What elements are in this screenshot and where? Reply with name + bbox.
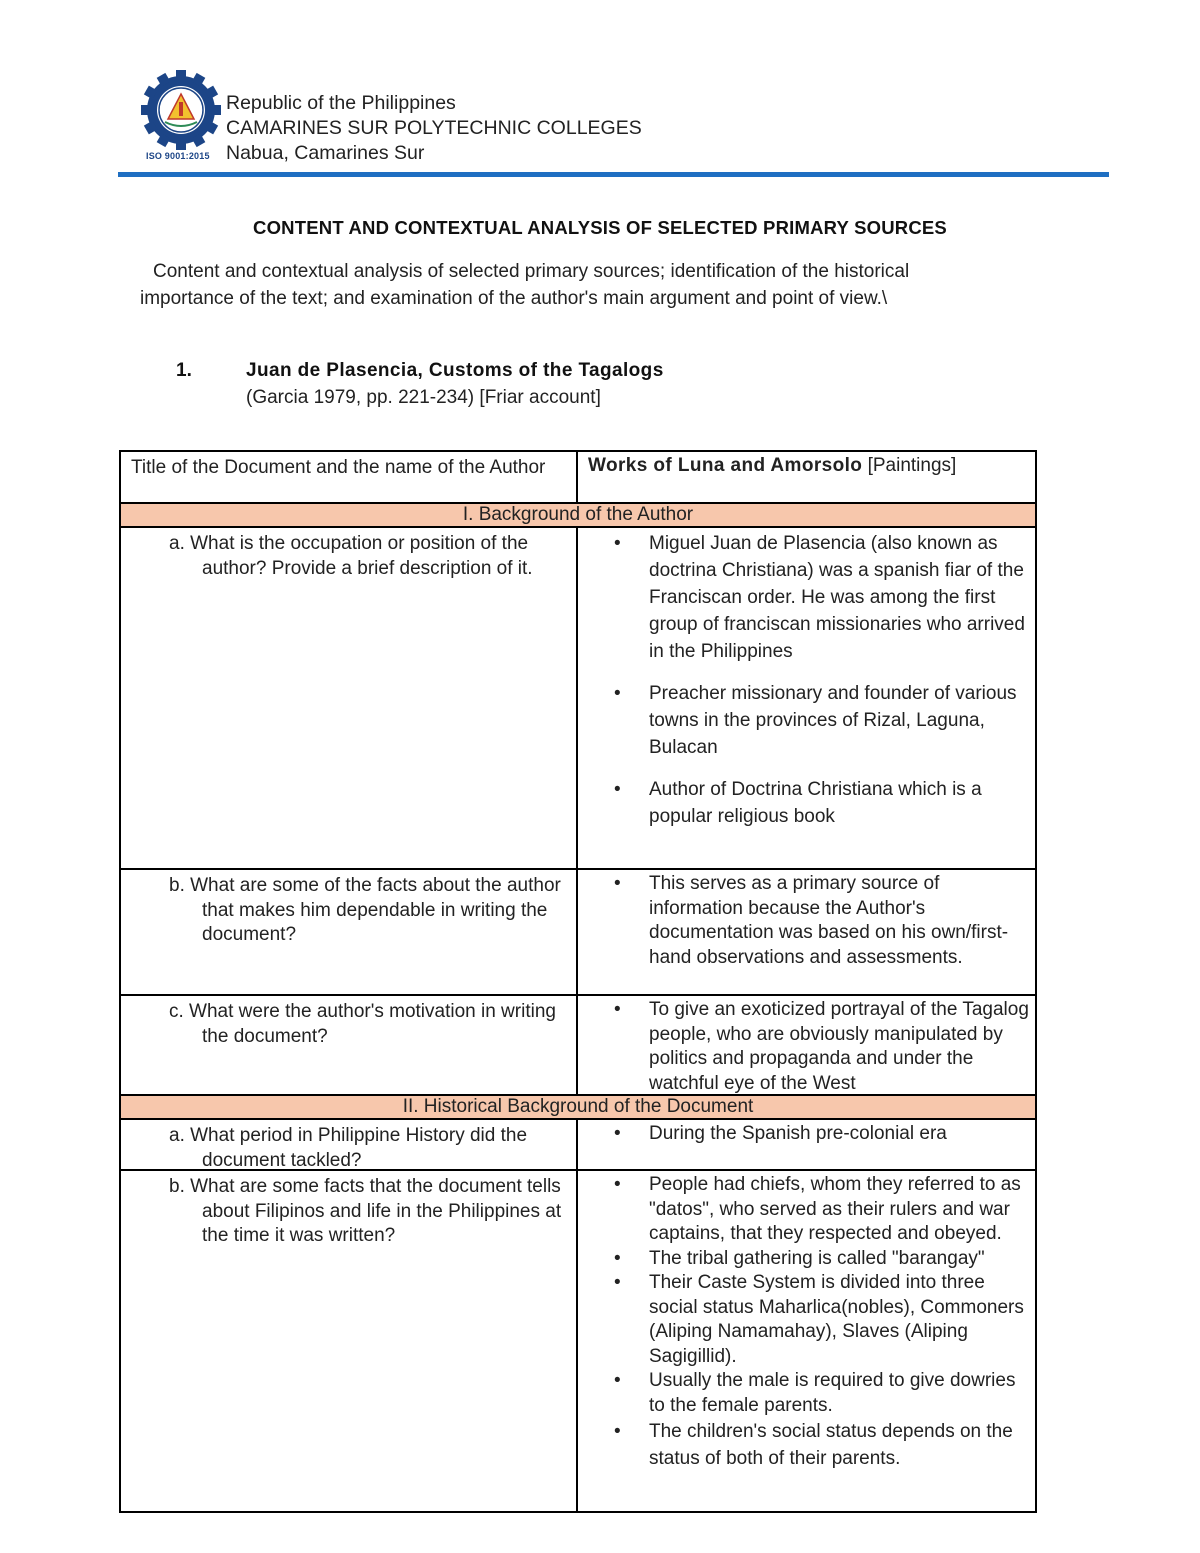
institution-header [226,91,642,166]
question-cell [121,870,578,994]
intro-paragraph [140,258,1040,312]
college-name-line: CAMARINES SUR POLYTECHNIC COLLEGES [226,117,642,139]
question-cell [121,528,578,868]
list-item: • Miguel Juan de Plasencia (also known as doctrina Christiana) was a spanish fiar of the Franciscan order. He was among the first group of franciscan missionaries who arrived in the Philippines [578,530,1035,665]
table-row [121,1118,1035,1169]
answer-cell [578,870,1035,994]
intro-line-1: Content and contextual analysis of selected primary sources; identification of the historical [153,261,910,282]
document-title-bold: Works of Luna and Amorsolo [588,455,863,476]
letterhead [0,0,1200,180]
answer-list [578,1173,1035,1472]
table-row [121,994,1035,1094]
section-historical-background: II. Historical Background of the Document [121,1094,1035,1118]
question-text: b. What are some of the facts about the author that makes him dependable in writing the document? [169,875,561,945]
answer-cell [578,1120,1035,1169]
list-item: • To give an exoticized portrayal of the Tagalog people, who are obviously manipulated by politics and propaganda and under the watchful eye of the West [578,998,1035,1094]
answer-list [578,530,1035,830]
section-background-author: I. Background of the Author [121,502,1035,526]
document-title: CONTENT AND CONTEXTUAL ANALYSIS OF SELECTED PRIMARY SOURCES [253,217,947,238]
list-item: • Usually the male is required to give dowries to the female parents. [578,1369,1035,1418]
list-item: • During the Spanish pre-colonial era [578,1122,1035,1147]
iso-certification-label: ISO 9001:2015 [146,151,210,161]
answer-cell [578,528,1035,868]
intro-line-2: importance of the text; and examination of the author's main argument and point of view.\ [140,288,888,309]
table-row [121,526,1035,868]
question-text: a. What period in Philippine History did the document tackled? [169,1125,528,1171]
list-item: • People had chiefs, whom they referred to as "datos", who served as their rulers and war captains, that they respected and obeyed. [578,1173,1035,1247]
question-text: c. What were the author's motivation in writing the document? [169,1001,556,1047]
analysis-table [119,450,1037,1513]
question-cell [121,1171,578,1511]
answer-list [578,872,1035,970]
document-type: [Paintings] [862,455,957,476]
header-left-cell: Title of the Document and the name of the Author [121,452,578,502]
header-divider [118,172,1109,177]
item-number: 1. [176,360,192,381]
question-cell [121,996,578,1094]
location-line: Nabua, Camarines Sur [226,142,425,164]
question-text: a. What is the occupation or position of the author? Provide a brief description of it. [169,533,533,579]
item-citation: (Garcia 1979, pp. 221-234) [Friar account] [246,387,601,408]
answer-list [578,998,1035,1094]
list-item: • The children's social status depends on the status of both of their parents. [578,1418,1035,1472]
table-header-row [121,452,1035,502]
list-item: • Author of Doctrina Christiana which is a popular religious book [578,776,1035,830]
list-item: • Preacher missionary and founder of various towns in the provinces of Rizal, Laguna, Bulacan [578,680,1035,761]
table-row [121,868,1035,994]
item-title: Juan de Plasencia, Customs of the Tagalogs [246,360,664,381]
answer-list [578,1122,1035,1147]
question-cell [121,1120,578,1169]
table-row [121,1169,1035,1511]
list-item: • Their Caste System is divided into three social status Maharlica(nobles), Commoners (Aliping Namamahay), Slaves (Aliping Sagigillid). [578,1271,1035,1369]
republic-line: Republic of the Philippines [226,92,456,114]
question-text: b. What are some facts that the document tells about Filipinos and life in the Philippines at the time it was written? [169,1176,562,1246]
answer-cell [578,1171,1035,1511]
list-item: • The tribal gathering is called "barangay" [578,1247,1035,1272]
list-item: • This serves as a primary source of information because the Author's documentation was based on his own/first-hand observations and assessments. [578,872,1035,970]
answer-cell [578,996,1035,1094]
header-right-cell [578,452,1035,502]
